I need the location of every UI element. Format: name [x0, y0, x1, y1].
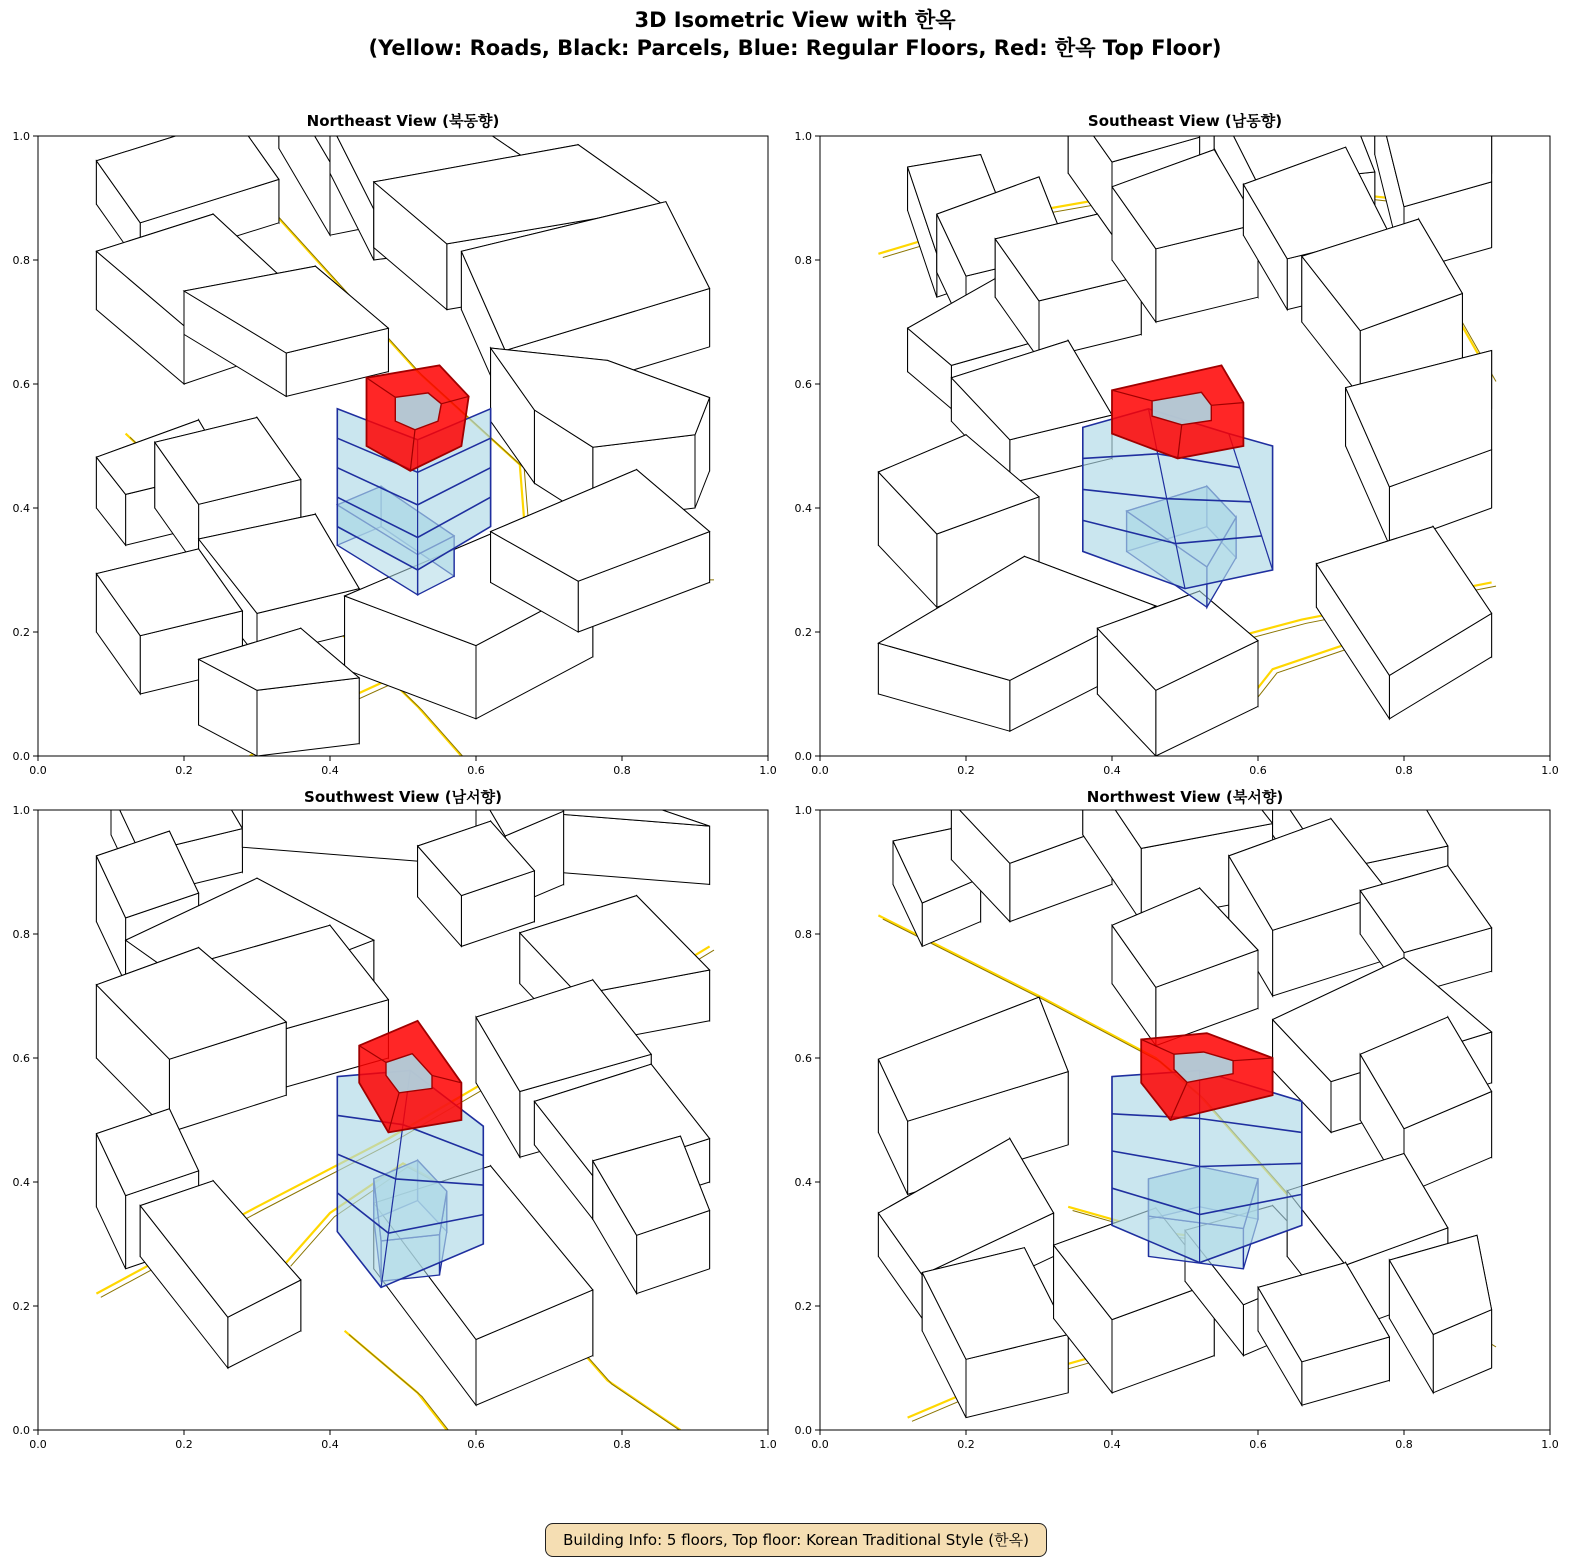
y-tick-label-3: 0.6: [794, 378, 812, 391]
x-tick-label-1: 0.2: [175, 1438, 193, 1451]
y-tick-label-5: 1.0: [794, 130, 812, 143]
y-tick-label-2: 0.4: [794, 502, 812, 515]
plot-northeast: [0, 130, 790, 790]
y-tick-label-4: 0.8: [12, 928, 30, 941]
panel-title-northwest: Northwest View (북서향): [1086, 788, 1284, 806]
y-tick-label-4: 0.8: [794, 928, 812, 941]
y-tick-label-1: 0.2: [12, 1300, 30, 1313]
y-tick-label-1: 0.2: [794, 626, 812, 639]
x-tick-label-5: 1.0: [1541, 764, 1559, 777]
y-tick-label-3: 0.6: [794, 1052, 812, 1065]
x-tick-label-2: 0.4: [1103, 764, 1121, 777]
panel-title-northeast: Northeast View (북동향): [306, 112, 500, 130]
y-tick-label-3: 0.6: [12, 378, 30, 391]
y-tick-label-3: 0.6: [12, 1052, 30, 1065]
y-tick-label-5: 1.0: [12, 804, 30, 817]
x-tick-label-0: 0.0: [811, 1438, 829, 1451]
x-tick-label-2: 0.4: [1103, 1438, 1121, 1451]
y-tick-label-0: 0.0: [12, 750, 30, 763]
panel-title-southeast: Southeast View (남동향): [1087, 112, 1283, 130]
scene-group: [96, 130, 714, 760]
parcel-side-14-2: [257, 678, 359, 756]
x-tick-label-0: 0.0: [29, 764, 47, 777]
x-tick-label-4: 0.8: [613, 764, 631, 777]
figure-title-line-2: (Yellow: Roads, Black: Parcels, Blue: Regular Floors, Red: 한옥 Top Floor): [368, 36, 1222, 60]
y-tick-label-4: 0.8: [794, 254, 812, 267]
y-tick-label-5: 1.0: [12, 130, 30, 143]
plot-southeast: [782, 130, 1572, 790]
x-tick-label-4: 0.8: [1395, 1438, 1413, 1451]
road-edge-2: [1248, 648, 1350, 710]
x-tick-label-3: 0.6: [1249, 764, 1267, 777]
x-tick-label-1: 0.2: [175, 764, 193, 777]
x-tick-label-1: 0.2: [957, 764, 975, 777]
x-tick-label-2: 0.4: [321, 1438, 339, 1451]
x-tick-label-4: 0.8: [613, 1438, 631, 1451]
x-tick-label-1: 0.2: [957, 1438, 975, 1451]
figure-title-line-1: 3D Isometric View with 한옥: [634, 8, 956, 32]
plot-southwest: [0, 804, 790, 1464]
y-tick-label-2: 0.4: [12, 502, 30, 515]
y-tick-label-4: 0.8: [12, 254, 30, 267]
panel-title-southwest: Southwest View (남서향): [304, 788, 502, 806]
figure-title: [0, 6, 1590, 62]
y-tick-label-0: 0.0: [794, 750, 812, 763]
x-tick-label-2: 0.4: [321, 764, 339, 777]
x-tick-label-0: 0.0: [29, 1438, 47, 1451]
x-tick-label-4: 0.8: [1395, 764, 1413, 777]
scene-group: [96, 804, 714, 1434]
scene-group: [878, 130, 1496, 756]
building-info-box: Building Info: 5 floors, Top floor: Korean Traditional Style (한옥): [545, 1523, 1047, 1557]
x-tick-label-3: 0.6: [467, 764, 485, 777]
x-tick-label-0: 0.0: [811, 764, 829, 777]
y-tick-label-2: 0.4: [12, 1176, 30, 1189]
road-line-2: [1243, 644, 1345, 706]
y-tick-label-0: 0.0: [794, 1424, 812, 1437]
scene-group: [878, 804, 1496, 1421]
x-tick-label-5: 1.0: [1541, 1438, 1559, 1451]
y-tick-label-0: 0.0: [12, 1424, 30, 1437]
y-tick-label-1: 0.2: [794, 1300, 812, 1313]
y-tick-label-2: 0.4: [794, 1176, 812, 1189]
x-tick-label-3: 0.6: [467, 1438, 485, 1451]
y-tick-label-5: 1.0: [794, 804, 812, 817]
y-tick-label-1: 0.2: [12, 626, 30, 639]
plot-northwest: [782, 804, 1572, 1464]
x-tick-label-5: 1.0: [759, 1438, 777, 1451]
x-tick-label-5: 1.0: [759, 764, 777, 777]
x-tick-label-3: 0.6: [1249, 1438, 1267, 1451]
